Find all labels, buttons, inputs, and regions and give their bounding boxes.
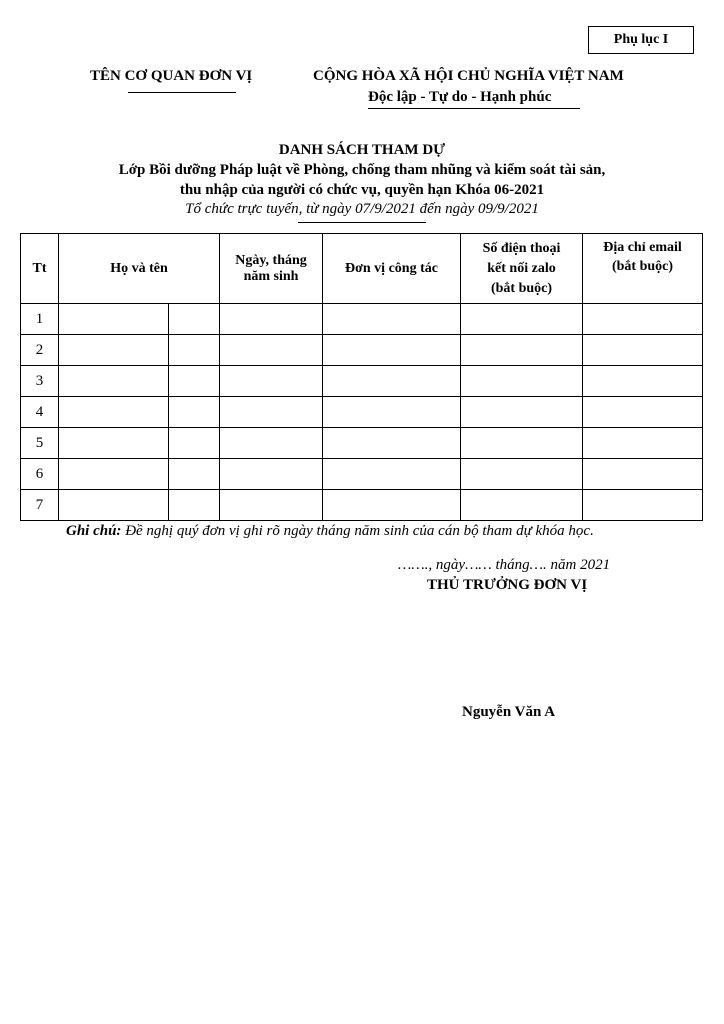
table-row: [21, 490, 703, 521]
row-number: 6: [21, 459, 59, 490]
dob-cell[interactable]: [220, 366, 323, 397]
first-name-cell[interactable]: [169, 490, 220, 521]
row-number: 4: [21, 397, 59, 428]
phone-cell[interactable]: [461, 428, 583, 459]
national-title: CỘNG HÒA XÃ HỘI CHỦ NGHĨA VIỆT NAM: [313, 68, 624, 84]
table-row: [21, 459, 703, 490]
email-cell[interactable]: [583, 490, 703, 521]
first-name-cell[interactable]: [169, 459, 220, 490]
table-row: [21, 335, 703, 366]
row-number: 7: [21, 490, 59, 521]
signature-dateline: ……., ngày…… tháng…. năm 2021: [398, 557, 611, 573]
phone-cell[interactable]: [461, 366, 583, 397]
first-name-cell[interactable]: [169, 428, 220, 459]
header-date-of-birth: Ngày, tháng năm sinh: [220, 234, 323, 304]
last-name-cell[interactable]: [59, 335, 169, 366]
phone-cell[interactable]: [461, 304, 583, 335]
national-motto: Độc lập - Tự do - Hạnh phúc: [368, 89, 552, 105]
unit-cell[interactable]: [323, 366, 461, 397]
table-row: [21, 428, 703, 459]
dob-cell[interactable]: [220, 335, 323, 366]
signer-role: THỦ TRƯỞNG ĐƠN VỊ: [427, 577, 588, 593]
email-cell[interactable]: [583, 335, 703, 366]
email-cell[interactable]: [583, 428, 703, 459]
table-row: [21, 397, 703, 428]
row-number: 1: [21, 304, 59, 335]
row-number: 3: [21, 366, 59, 397]
unit-cell[interactable]: [323, 397, 461, 428]
course-schedule: Tổ chức trực tuyến, từ ngày 07/9/2021 đến ngày 09/9/2021: [185, 201, 539, 217]
table-header-row: [21, 234, 703, 304]
unit-cell[interactable]: [323, 428, 461, 459]
phone-cell[interactable]: [461, 397, 583, 428]
attendee-table: [20, 233, 703, 521]
header-email: Địa chỉ email (bắt buộc): [583, 234, 703, 304]
last-name-cell[interactable]: [59, 490, 169, 521]
last-name-cell[interactable]: [59, 459, 169, 490]
last-name-cell[interactable]: [59, 428, 169, 459]
dob-cell[interactable]: [220, 304, 323, 335]
agency-name: TÊN CƠ QUAN ĐƠN VỊ: [90, 68, 253, 84]
last-name-cell[interactable]: [59, 366, 169, 397]
phone-cell[interactable]: [461, 335, 583, 366]
agency-underline: [128, 92, 236, 93]
document-title: DANH SÁCH THAM DỰ: [278, 142, 446, 158]
signer-name: Nguyễn Văn A: [462, 704, 556, 720]
course-title-line-1: Lớp Bồi dưỡng Pháp luật về Phòng, chống tham nhũng và kiểm soát tài sản,: [118, 162, 606, 178]
last-name-cell[interactable]: [59, 304, 169, 335]
row-number: 5: [21, 428, 59, 459]
last-name-cell[interactable]: [59, 397, 169, 428]
first-name-cell[interactable]: [169, 366, 220, 397]
unit-cell[interactable]: [323, 304, 461, 335]
footnote-label: Ghi chú:: [66, 523, 122, 539]
first-name-cell[interactable]: [169, 304, 220, 335]
motto-underline: [368, 108, 580, 109]
row-number: 2: [21, 335, 59, 366]
table-row: [21, 304, 703, 335]
footnote-text: Đề nghị quý đơn vị ghi rõ ngày tháng năm sinh của cán bộ tham dự khóa học.: [121, 523, 594, 539]
unit-cell[interactable]: [323, 459, 461, 490]
email-cell[interactable]: [583, 304, 703, 335]
first-name-cell[interactable]: [169, 397, 220, 428]
email-cell[interactable]: [583, 366, 703, 397]
email-cell[interactable]: [583, 397, 703, 428]
dob-cell[interactable]: [220, 490, 323, 521]
header-tt: Tt: [21, 234, 59, 304]
header-full-name: Họ và tên: [59, 234, 220, 304]
phone-cell[interactable]: [461, 459, 583, 490]
footnote: [66, 523, 594, 540]
schedule-underline: [298, 222, 426, 223]
email-cell[interactable]: [583, 459, 703, 490]
appendix-label: Phụ lục I: [588, 26, 694, 54]
header-work-unit: Đơn vị công tác: [323, 234, 461, 304]
dob-cell[interactable]: [220, 428, 323, 459]
unit-cell[interactable]: [323, 490, 461, 521]
first-name-cell[interactable]: [169, 335, 220, 366]
table-row: [21, 366, 703, 397]
phone-cell[interactable]: [461, 490, 583, 521]
dob-cell[interactable]: [220, 397, 323, 428]
dob-cell[interactable]: [220, 459, 323, 490]
course-title-line-2: thu nhập của người có chức vụ, quyền hạn Khóa 06-2021: [179, 182, 545, 198]
header-phone: Số điện thoại kết nối zalo (bắt buộc): [461, 234, 583, 304]
unit-cell[interactable]: [323, 335, 461, 366]
